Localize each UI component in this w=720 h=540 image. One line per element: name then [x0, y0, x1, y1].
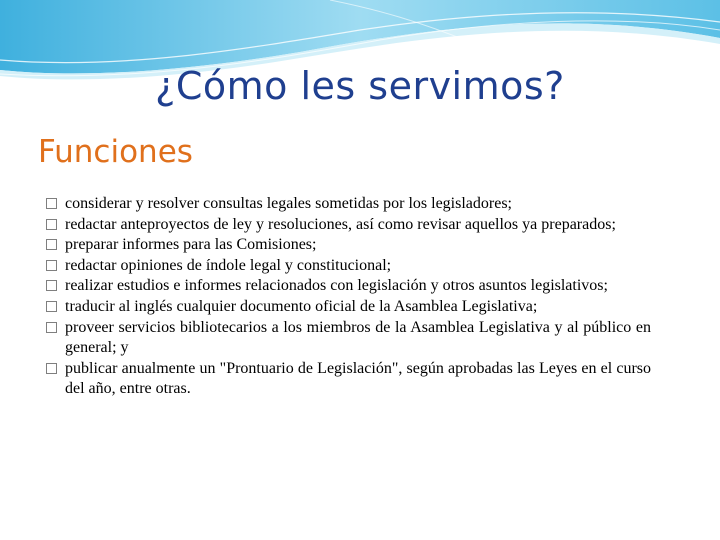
list-item-text: traducir al inglés cualquier documento oficial de la Asamblea Legislativa; — [65, 297, 538, 315]
list-item — [46, 276, 651, 297]
list-item — [46, 256, 651, 277]
list-item-text: redactar opiniones de índole legal y constitucional; — [65, 256, 392, 274]
list-item — [46, 235, 651, 256]
functions-list — [46, 194, 651, 400]
list-item-text: considerar y resolver consultas legales sometidas por los legisladores; — [65, 195, 512, 212]
list-item-text: proveer servicios bibliotecarios a los miembros de la Asamblea Legislativa y al público en general; y — [65, 318, 651, 357]
bullet-square-icon — [46, 301, 57, 312]
list-item — [46, 359, 651, 400]
bullet-square-icon — [46, 363, 57, 374]
bullet-square-icon — [46, 280, 57, 291]
bullet-square-icon — [46, 239, 57, 250]
list-item-text: preparar informes para las Comisiones; — [65, 236, 317, 254]
list-item — [46, 215, 651, 236]
bullet-square-icon — [46, 219, 57, 230]
list-item — [46, 297, 651, 318]
list-item-text: realizar estudios e informes relacionados con legislación y otros asuntos legislativos; — [65, 277, 608, 295]
list-item — [46, 194, 651, 215]
bullet-square-icon — [46, 260, 57, 271]
list-item — [46, 318, 651, 359]
slide-title: ¿Cómo les servimos? — [155, 64, 565, 108]
section-heading: Funciones — [38, 134, 193, 170]
list-item-text: publicar anualmente un "Prontuario de Legislación", según aprobadas las Leyes en el curso del año, entre otras. — [65, 359, 651, 398]
bullet-square-icon — [46, 322, 57, 333]
bullet-square-icon — [46, 198, 57, 209]
list-item-text: redactar anteproyectos de ley y resoluciones, así como revisar aquellos ya preparados; — [65, 215, 616, 233]
